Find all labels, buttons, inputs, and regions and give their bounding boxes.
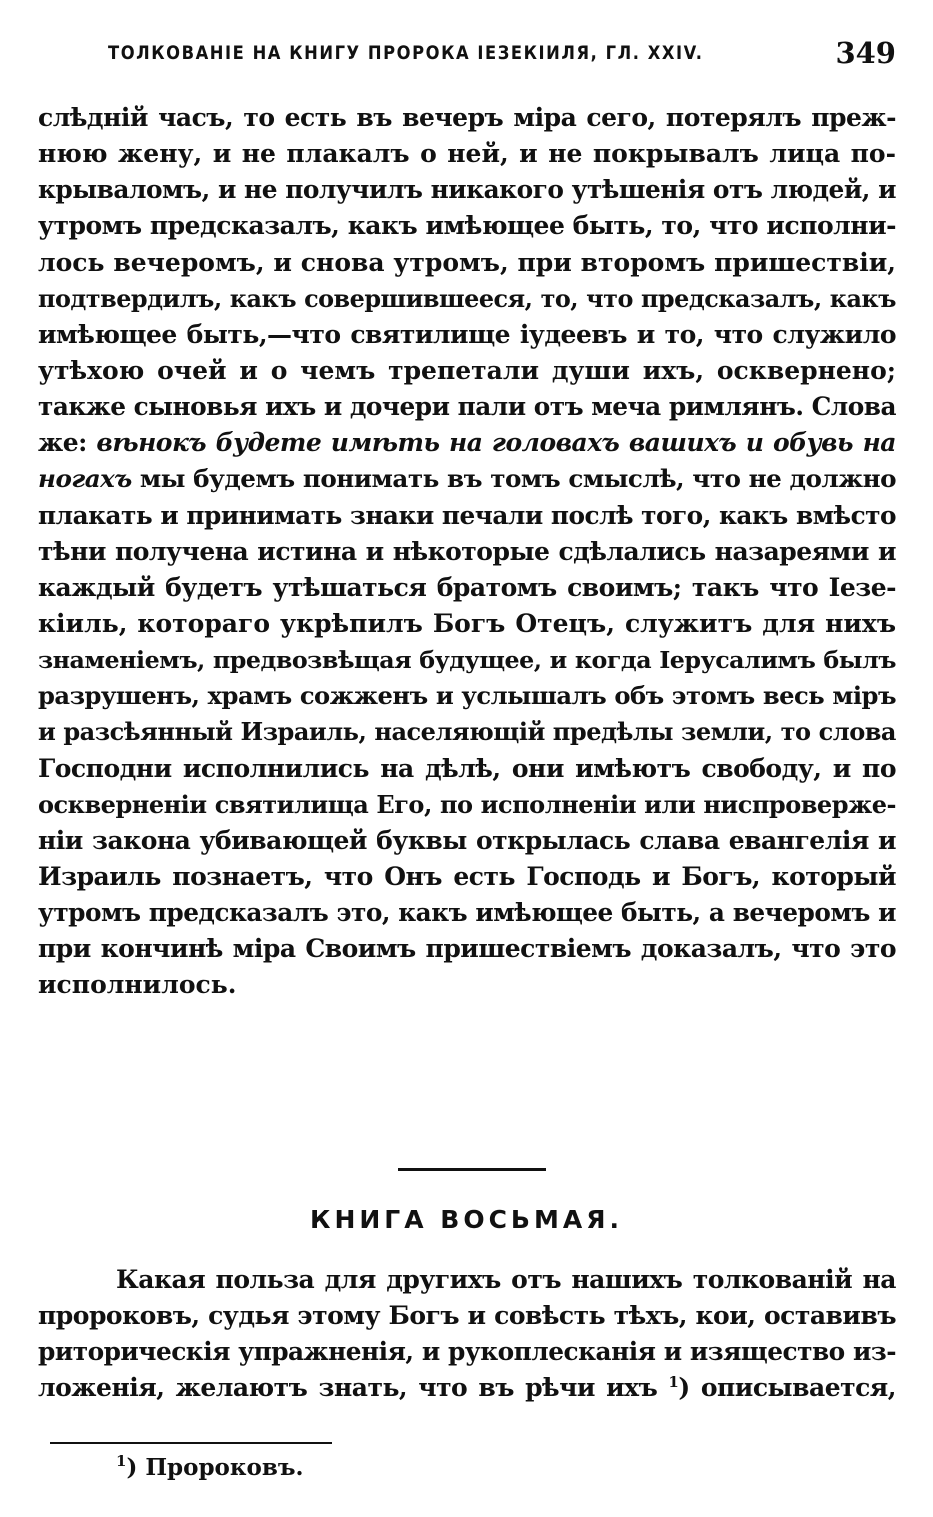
- text-line: кіиль, котораго укрѣпилъ Богъ Отецъ, служитъ для нихъ: [38, 608, 896, 638]
- paragraph-1: [38, 100, 896, 1004]
- footnote-mark: 1: [116, 1452, 127, 1470]
- text-line-with-quote: [38, 461, 896, 497]
- text-line-with-note: [38, 1370, 896, 1406]
- text-line: лось вечеромъ, и снова утромъ, при второмъ пришествіи,: [38, 247, 896, 277]
- text-line: при кончинѣ міра Своимъ пришествіемъ доказалъ, что это: [38, 934, 896, 964]
- text-line: Господни исполнились на дѣлѣ, они имѣютъ свободу, и по: [38, 753, 896, 783]
- text-line: утромъ предсказалъ это, какъ имѣющее быть, а вечеромъ и: [38, 898, 896, 928]
- scripture-quote: вѣнокъ будете имѣть на головахъ вашихъ и обувь на: [96, 428, 896, 458]
- text-line: оскверненіи святилища Его, по исполненіи или ниспроверже-: [38, 789, 896, 819]
- text-line: подтвердилъ, какъ совершившееся, то, что предсказалъ, какъ: [38, 284, 896, 313]
- text-run: ложенія, желаютъ знать, что въ рѣчи ихъ: [38, 1373, 669, 1403]
- text-line: утромъ предсказалъ, какъ имѣющее быть, то, что исполни-: [38, 211, 896, 241]
- footnote: [116, 1450, 303, 1486]
- text-line: слѣдній часъ, то есть въ вечеръ міра сего, потерялъ преж-: [38, 103, 896, 132]
- text-line: разрушенъ, храмъ сожженъ и услышалъ объ этомъ весь міръ: [38, 681, 896, 711]
- scripture-quote: ногахъ: [38, 464, 132, 494]
- text-line: пророковъ, судья этому Богъ и совѣсть тѣхъ, кои, оставивъ: [38, 1301, 896, 1331]
- section-divider: [398, 1168, 546, 1171]
- text-line: имѣющее быть,—что святилище іудеевъ и то, что служило: [38, 319, 896, 349]
- text-line: плакать и принимать знаки печали послѣ того, какъ вмѣсто: [38, 500, 896, 530]
- text-line-with-quote: [38, 425, 896, 461]
- text-line: утѣхою очей и о чемъ трепетали души ихъ, осквернено;: [38, 355, 896, 385]
- footnote-text: ) Пророковъ.: [126, 1454, 304, 1481]
- running-head: [38, 36, 896, 76]
- text-line: нюю жену, и не плакалъ о ней, и не покрывалъ лица по-: [38, 139, 896, 169]
- text-line: крываломъ, и не получилъ никакого утѣшенія отъ людей, и: [38, 175, 896, 205]
- book-heading: КНИГА ВОСЬМАЯ.: [310, 1205, 623, 1234]
- text-line: исполнилось.: [38, 970, 237, 1000]
- text-run: мы будемъ понимать въ томъ смыслѣ, что не должно: [131, 464, 896, 494]
- text-line: ніи закона убивающей буквы открылась слава евангелія и: [38, 825, 896, 855]
- running-head-title: ТОЛКОВАНІЕ НА КНИГУ ПРОРОКА ІЕЗЕКІИЛЯ, ГЛ. XXIV.: [108, 42, 704, 64]
- text-line: и разсѣянный Израиль, населяющій предѣлы земли, то слова: [38, 717, 896, 747]
- page-number: 349: [835, 36, 896, 70]
- text-run: ) описывается,: [678, 1373, 896, 1403]
- paragraph-2: [38, 1262, 896, 1407]
- text-line: тѣни получена истина и нѣкоторые сдѣлались назареями и: [38, 536, 896, 566]
- text-run: же:: [38, 428, 97, 458]
- footnote-divider: [50, 1442, 332, 1444]
- text-line: Израиль познаетъ, что Онъ есть Господь и Богъ, который: [38, 861, 896, 891]
- text-line: знаменіемъ, предвозвѣщая будущее, и когда Іерусалимъ былъ: [38, 646, 896, 675]
- footnote-reference[interactable]: 1: [668, 1373, 679, 1392]
- text-line: Какая польза для другихъ отъ нашихъ толкованій на: [116, 1265, 896, 1294]
- text-line: каждый будетъ утѣшаться братомъ своимъ; такъ что Іезе-: [38, 572, 896, 602]
- text-line: также сыновья ихъ и дочери пали отъ меча римлянъ. Слова: [38, 392, 896, 422]
- text-line: риторическія упражненія, и рукоплесканія и изящество из-: [38, 1337, 896, 1367]
